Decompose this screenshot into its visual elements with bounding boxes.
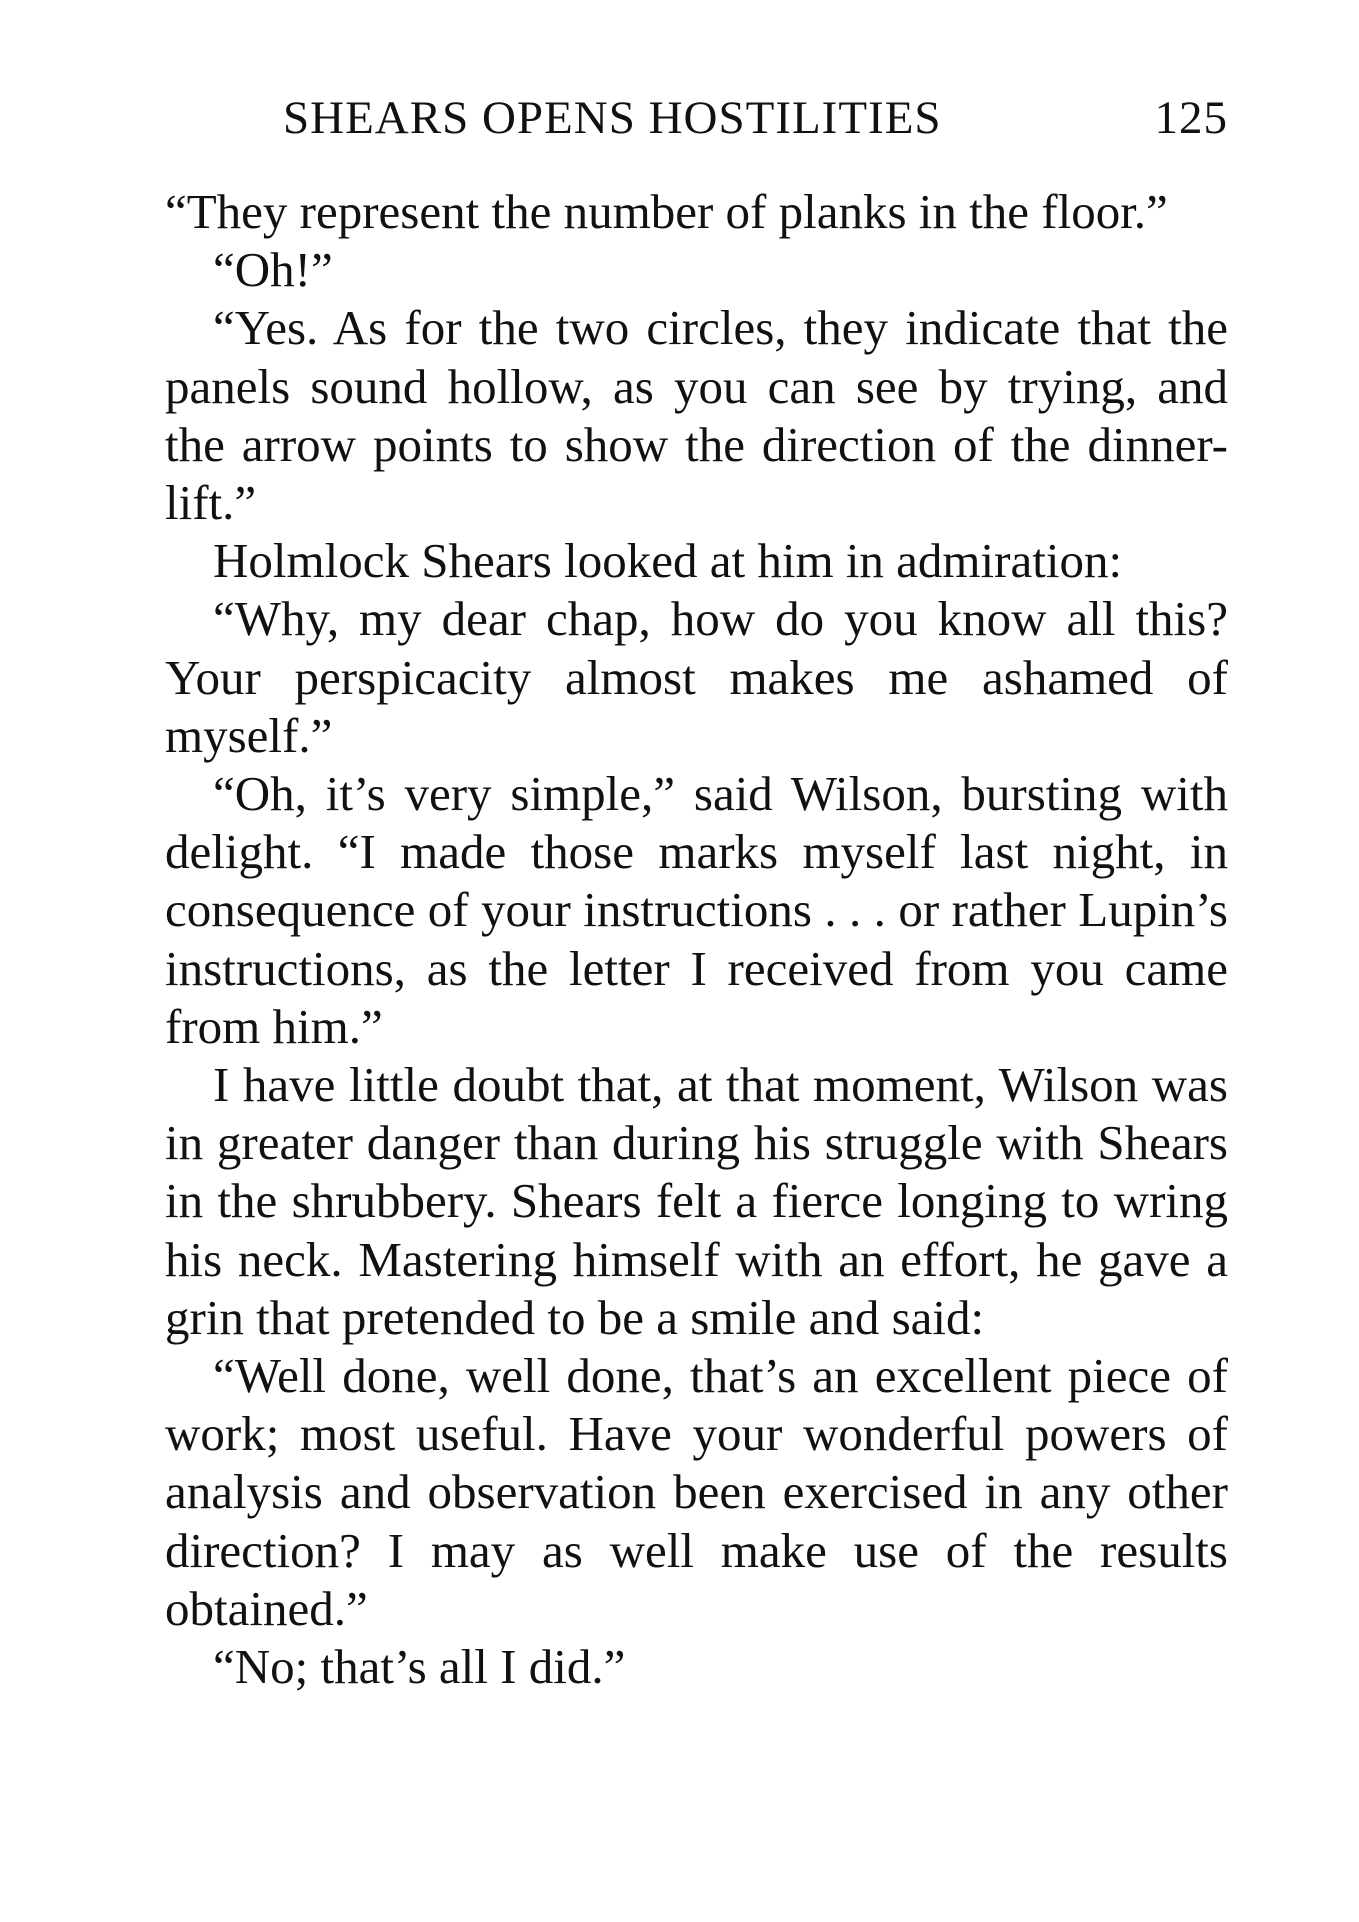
body-text xyxy=(165,183,1228,1696)
paragraph-3: “Yes. As for the two circles, they indicate that the panels sound hollow, as you can see by trying, and the arrow points to show the direction of the dinner-lift.” xyxy=(165,300,1228,531)
page-number: 125 xyxy=(1154,92,1228,144)
paragraph-7: I have little doubt that, at that moment, Wilson was in greater danger than during his struggle with Shears in the shrubbery. Shears felt a fierce longing to wring his neck. Mastering himself with an effort, he gave a grin that pretended to be a smile and said: xyxy=(165,1057,1228,1345)
paragraph-1: “They represent the number of planks in the floor.” xyxy=(165,184,1168,239)
running-head xyxy=(283,88,1228,148)
paragraph-9: “No; that’s all I did.” xyxy=(213,1639,626,1695)
paragraph-2: “Oh!” xyxy=(213,242,333,298)
paragraph-6: “Oh, it’s very simple,” said Wilson, bursting with delight. “I made those marks myself last night, in consequence of your instructions . . . or rather Lupin’s instructions, as the letter I received from you came from him.” xyxy=(165,766,1228,1054)
paragraph-5: “Why, my dear chap, how do you know all this? Your perspicacity almost makes me ashamed of myself.” xyxy=(165,591,1228,763)
running-head-title: SHEARS OPENS HOSTILITIES xyxy=(283,92,942,144)
paragraph-8: “Well done, well done, that’s an excellent piece of work; most useful. Have your wonderful powers of analysis and observation been exercised in any other direction? I may as well make use of the results obtained.” xyxy=(165,1348,1228,1636)
paragraph-4: Holmlock Shears looked at him in admiration: xyxy=(213,533,1123,589)
